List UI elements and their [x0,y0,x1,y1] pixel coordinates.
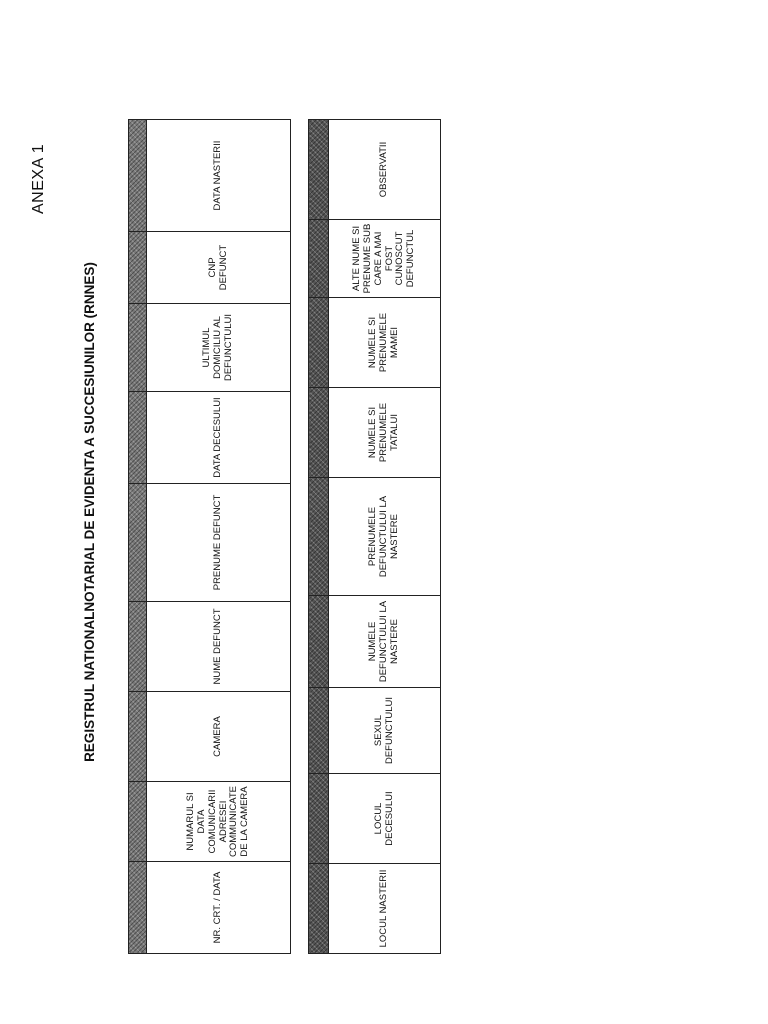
annex-label: ANEXA 1 [30,143,47,214]
column-header: DATA DECESULUI [147,392,291,484]
shaded-band [309,120,329,954]
column-header: NUMELE SI PRENUMELE TATALUI [329,388,441,478]
column-header: NUME DEFUNCT [147,602,291,692]
register-table-top [128,119,291,954]
register-table-bottom [308,119,441,954]
column-header: ALTE NUME SI PRENUME SUB CARE A MAI FOST CUNOSCUT DEFUNCTUL [329,220,441,298]
column-header: CNP DEFUNCT [147,232,291,304]
column-header: NUMELE SI PRENUMELE MAMEI [329,298,441,388]
shaded-band [129,120,147,954]
column-header: PRENUMELE DEFUNCTULUI LA NASTERE [329,478,441,596]
column-header: CAMERA [147,692,291,782]
column-header: SEXUL DEFUNCTULUI [329,688,441,774]
column-header: NUMARUL SI DATA COMUNICARII ADRESEI COMMUNICATE DE LA CAMERA [147,782,291,862]
header-row [147,120,291,954]
column-header: LOCUL DECESULUI [329,774,441,864]
document-title: REGISTRUL NATIONALNOTARIAL DE EVIDENTA A SUCCESIUNILOR (RNNES) [82,262,97,762]
header-row [329,120,441,954]
column-header: NUMELE DEFUNCTULUI LA NASTERE [329,596,441,688]
column-header: PRENUME DEFUNCT [147,484,291,602]
column-header: ULTIMUL DOMICILIU AL DEFUNCTULUI [147,304,291,392]
column-header: OBSERVATII [329,120,441,220]
column-header: LOCUL NASTERII [329,864,441,954]
column-header: NR. CRT. / DATA [147,862,291,954]
column-header: DATA NASTERII [147,120,291,232]
